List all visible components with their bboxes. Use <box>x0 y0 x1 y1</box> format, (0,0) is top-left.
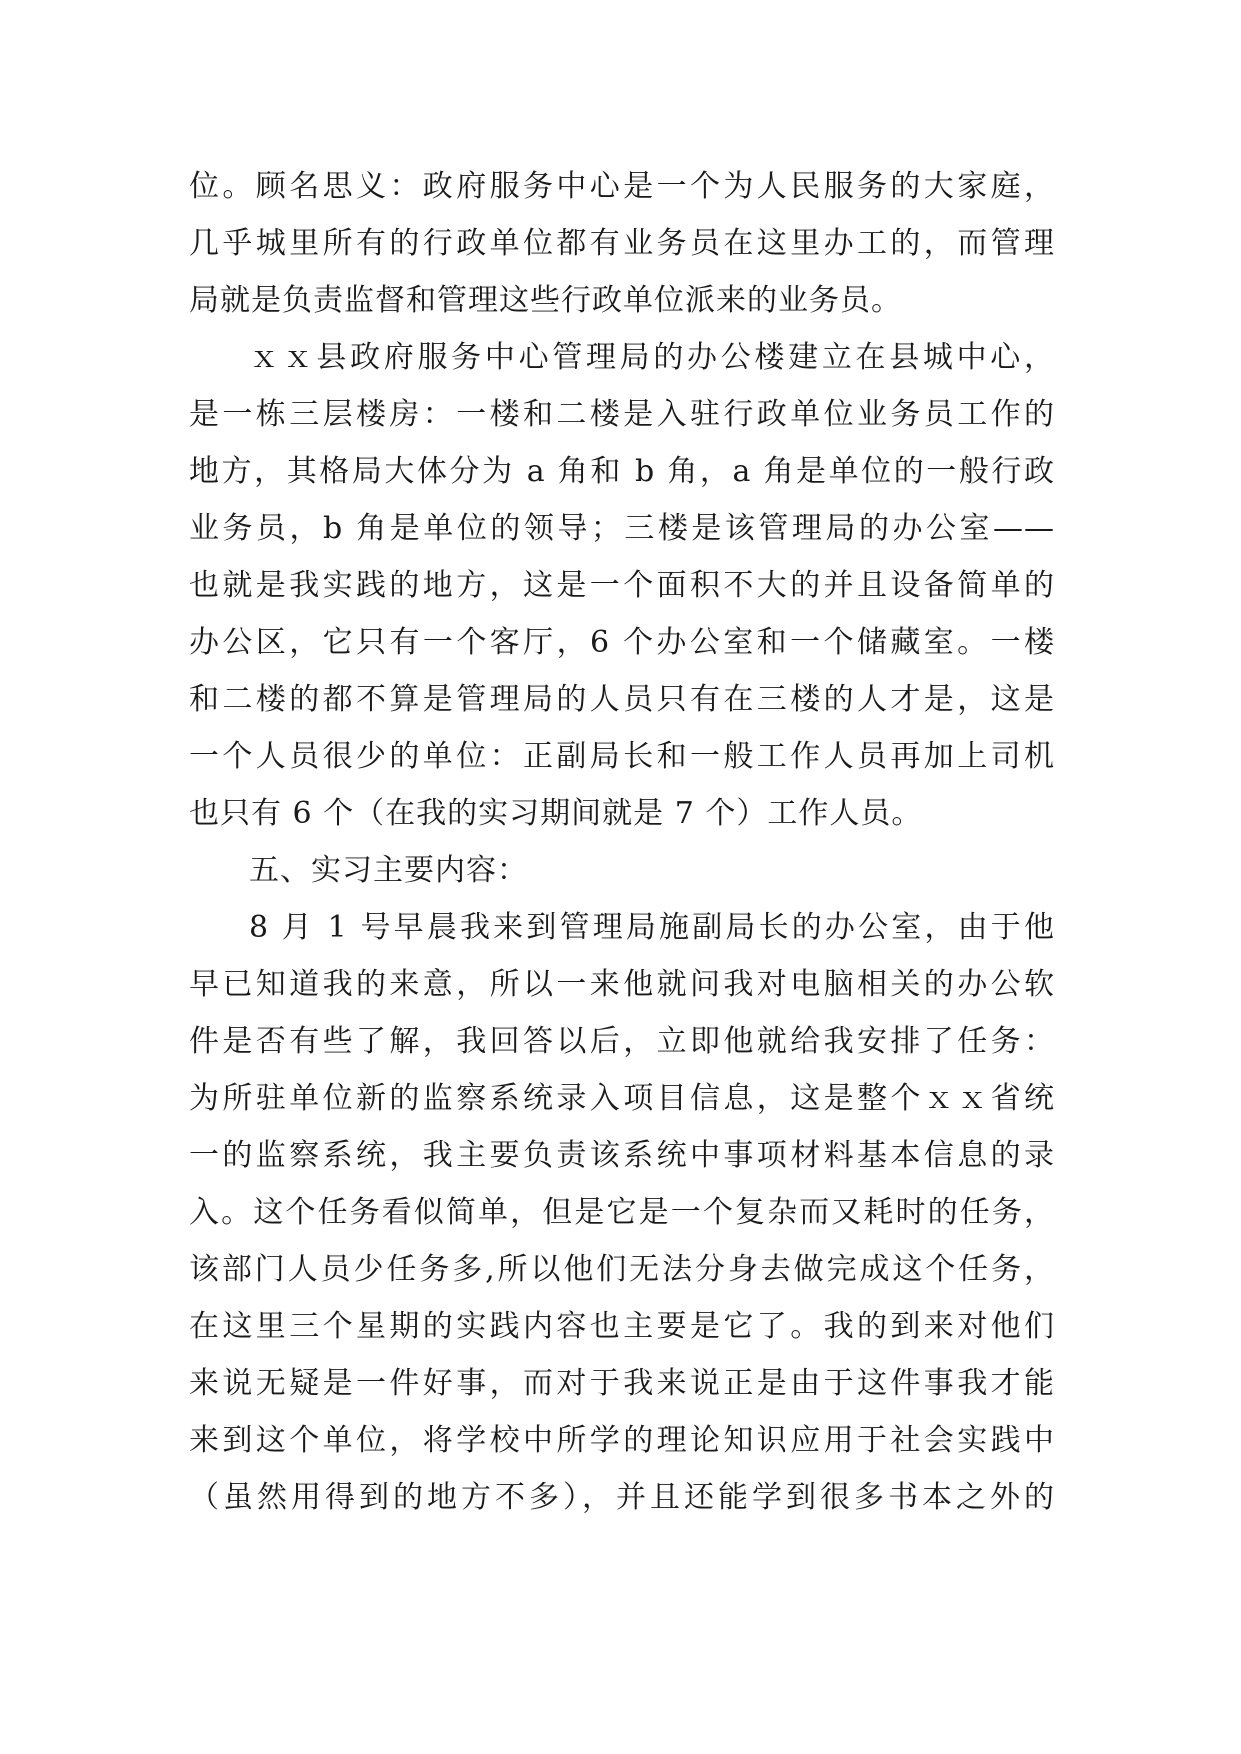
text-line: 来到这个单位，将学校中所学的理论知识应用于社会实践中 <box>189 1423 1055 1458</box>
text-line: 几乎城里所有的行政单位都有业务员在这里办工的，而管理 <box>189 226 1055 261</box>
text-line: 来说无疑是一件好事，而对于我来说正是由于这件事我才能 <box>189 1366 1055 1401</box>
text-line: 一的监察系统，我主要负责该系统中事项材料基本信息的录 <box>189 1138 1055 1173</box>
text-line: 办公区，它只有一个客厅，6 个办公室和一个储藏室。一楼 <box>189 625 1055 660</box>
text-line: 地方，其格局大体分为 a 角和 b 角，a 角是单位的一般行政 <box>189 454 1055 489</box>
text-line: 局就是负责监督和管理这些行政单位派来的业务员。 <box>189 283 902 318</box>
text-line: 五、实习主要内容： <box>249 853 528 888</box>
text-line: 一个人员很少的单位：正副局长和一般工作人员再加上司机 <box>189 739 1055 774</box>
text-line: 是一栋三层楼房：一楼和二楼是入驻行政单位业务员工作的 <box>189 397 1055 432</box>
text-line: 位。顾名思义：政府服务中心是一个为人民服务的大家庭， <box>189 169 1055 204</box>
text-line: 也就是我实践的地方，这是一个面积不大的并且设备简单的 <box>189 568 1055 603</box>
text-line: 也只有 6 个（在我的实习期间就是 7 个）工作人员。 <box>189 796 923 831</box>
text-line: 件是否有些了解，我回答以后，立即他就给我安排了任务： <box>189 1024 1055 1059</box>
document-body <box>189 158 1055 1526</box>
text-line: 业务员，b 角是单位的领导；三楼是该管理局的办公室—— <box>189 511 1055 546</box>
text-line: 和二楼的都不算是管理局的人员只有在三楼的人才是，这是 <box>189 682 1055 717</box>
text-line: （虽然用得到的地方不多），并且还能学到很多书本之外的 <box>189 1480 1055 1515</box>
text-line: 为所驻单位新的监察系统录入项目信息，这是整个ｘｘ省统 <box>189 1081 1055 1116</box>
text-line: 该部门人员少任务多,所以他们无法分身去做完成这个任务， <box>189 1252 1055 1287</box>
text-line: 入。这个任务看似简单，但是它是一个复杂而又耗时的任务， <box>189 1195 1055 1230</box>
text-line: 8 月 1 号早晨我来到管理局施副局长的办公室，由于他 <box>249 910 1055 945</box>
text-line: 在这里三个星期的实践内容也主要是它了。我的到来对他们 <box>189 1309 1055 1344</box>
text-line: ｘｘ县政府服务中心管理局的办公楼建立在县城中心， <box>249 340 1055 375</box>
text-line: 早已知道我的来意，所以一来他就问我对电脑相关的办公软 <box>189 967 1055 1002</box>
